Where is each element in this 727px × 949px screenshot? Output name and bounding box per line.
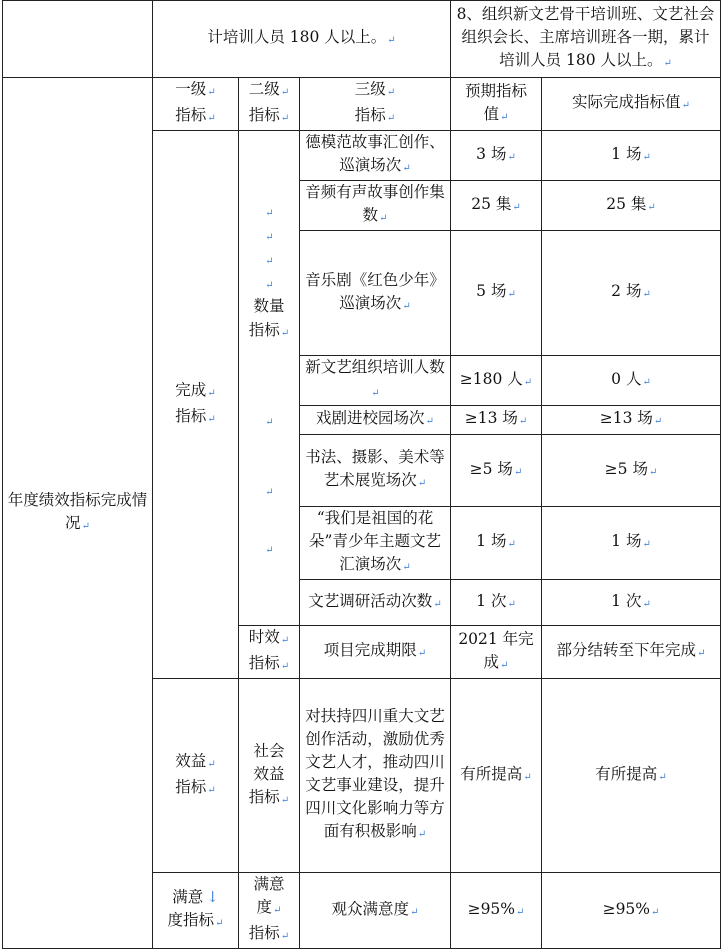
completion-label: 完成↵ 指标↵ (153, 131, 239, 679)
satisfaction-label: 满意 ↓ 度指标↵ (153, 873, 239, 949)
performance-table (2, 0, 721, 949)
indicator-cell: 德模范故事汇创作、巡演场次↵ (300, 131, 451, 181)
benefit-label: 效益↵ 指标↵ (153, 679, 239, 873)
section-label: 年度绩效指标完成情况↵ (3, 78, 153, 949)
actual-cell: 有所提高↵ (542, 679, 721, 873)
indicator-cell: 新文艺组织培训人数↵ (300, 356, 451, 406)
continuation-text-right: 8、组织新文艺骨干培训班、文艺社会组织会长、主席培训班各一期，累计培训人员 180 人以上。↵ (451, 1, 721, 78)
expected-cell: 25 集↵ (451, 181, 542, 231)
continuation-text-left: 计培训人员 180 人以上。↵ (153, 1, 451, 78)
expected-cell: ≥5 场↵ (451, 435, 542, 507)
header-level1: 一级↵ 指标↵ (153, 78, 239, 131)
actual-cell: ≥95%↵ (542, 873, 721, 949)
expected-cell: 5 场↵ (451, 231, 542, 356)
header-actual: 实际完成指标值↵ (542, 78, 721, 131)
header-level3: 三级↵ 指标↵ (300, 78, 451, 131)
indicator-cell: 文艺调研活动次数↵ (300, 580, 451, 626)
expected-cell: ≥95%↵ (451, 873, 542, 949)
indicator-cell: 项目完成期限↵ (300, 626, 451, 679)
indicator-cell: 音频有声故事创作集数↵ (300, 181, 451, 231)
expected-cell: ≥13 场↵ (451, 406, 542, 435)
top-continuation-row (3, 1, 721, 78)
indicator-cell: 对扶持四川重大文艺创作活动，激励优秀文艺人才，推动四川文艺事业建设，提升四川文化影响力等方面有积极影响↵ (300, 679, 451, 873)
indicator-cell: 音乐剧《红色少年》巡演场次↵ (300, 231, 451, 356)
actual-cell: 2 场↵ (542, 231, 721, 356)
actual-cell: 1 次↵ (542, 580, 721, 626)
actual-cell: 部分结转至下年完成↵ (542, 626, 721, 679)
empty-cell (3, 1, 153, 78)
indicator-cell: 观众满意度↵ (300, 873, 451, 949)
expected-cell: 有所提高↵ (451, 679, 542, 873)
actual-cell: 1 场↵ (542, 507, 721, 580)
expected-cell: 3 场↵ (451, 131, 542, 181)
expected-cell: 1 场↵ (451, 507, 542, 580)
indicator-cell: “我们是祖国的花朵”青少年主题文艺汇演场次↵ (300, 507, 451, 580)
actual-cell: 25 集↵ (542, 181, 721, 231)
indicator-cell: 书法、摄影、美术等艺术展览场次↵ (300, 435, 451, 507)
expected-cell: 1 次↵ (451, 580, 542, 626)
actual-cell: 1 场↵ (542, 131, 721, 181)
satisfaction-sub-label: 满意 度↵ 指标↵ (239, 873, 300, 949)
expected-cell: ≥180 人↵ (451, 356, 542, 406)
indicator-cell: 戏剧进校园场次↵ (300, 406, 451, 435)
social-benefit-label: 社会 效益 指标↵ (239, 679, 300, 873)
timeliness-label: 时效↵ 指标↵ (239, 626, 300, 679)
header-expected: 预期指标 值↵ (451, 78, 542, 131)
actual-cell: ≥13 场↵ (542, 406, 721, 435)
header-level2: 二级↵ 指标↵ (239, 78, 300, 131)
header-row (3, 78, 721, 131)
quantity-label: ↵ ↵ ↵ ↵ 数量 指标↵ ↵ ↵ ↵ (239, 131, 300, 626)
actual-cell: ≥5 场↵ (542, 435, 721, 507)
actual-cell: 0 人↵ (542, 356, 721, 406)
arrow-down-icon: ↓ (206, 888, 219, 906)
expected-cell: 2021 年完成↵ (451, 626, 542, 679)
